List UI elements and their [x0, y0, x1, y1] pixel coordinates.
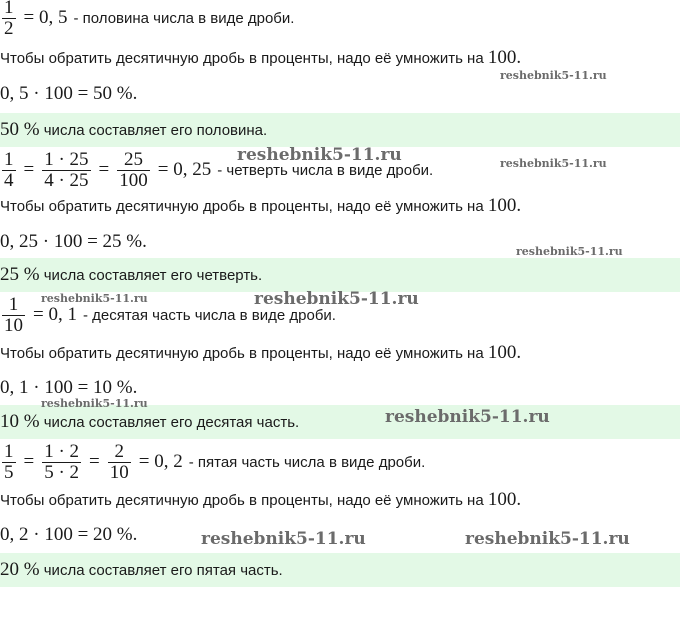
- fraction-description-3: - десятая часть числа в виде дроби.: [82, 306, 336, 324]
- fraction-4: $\frac{1}{5}$: [4, 440, 14, 483]
- watermark: reshebnik5-11.ru: [41, 292, 148, 305]
- fraction-step-4b: $\frac{2}{10}$: [109, 440, 129, 483]
- conclusion-line-4: 20 % числа составляет его пятая часть.: [0, 559, 283, 580]
- fraction-description-2: - четверть числа в виде дроби.: [217, 161, 434, 179]
- fraction-description-1: - половина числа в виде дроби.: [73, 9, 295, 27]
- rule-line-2: Чтобы обратить десятичную дробь в проценты, надо её умножить на 100.: [0, 195, 522, 216]
- fraction-step-2a: $\frac{1 \cdot 25}{4 \cdot 25}$: [44, 148, 89, 191]
- fraction-line-1: [0, 0, 294, 40]
- fraction-line-2: $\frac{1}{4}$ = $\frac{1 \cdot 25}{4 \cdot 25}$ = $\frac{25}{100}$ = 0, 25 - четверть числа в виде дроби.: [4, 148, 434, 191]
- conclusion-line-1: 50 % числа составляет его половина.: [0, 119, 268, 140]
- decimal-result-3: = 0, 1: [33, 304, 77, 325]
- fraction-step-4a: $\frac{1 \cdot 2}{5 \cdot 2}$: [44, 440, 80, 483]
- decimal-result-4: = 0, 2: [138, 451, 183, 472]
- watermark: reshebnik5-11.ru: [254, 289, 419, 309]
- rule-line-4: Чтобы обратить десятичную дробь в проценты, надо её умножить на 100.: [0, 489, 522, 510]
- calc-line-4: 0, 2 · 100 = 20 %.: [0, 524, 138, 545]
- fraction-2: $\frac{1}{4}$: [4, 148, 14, 191]
- fraction-step-2b: $\frac{25}{100}$: [119, 148, 148, 191]
- fraction-description-4: - пятая часть числа в виде дроби.: [188, 453, 426, 471]
- watermark: reshebnik5-11.ru: [41, 397, 148, 410]
- watermark: reshebnik5-11.ru: [500, 157, 607, 170]
- watermark: reshebnik5-11.ru: [465, 529, 630, 549]
- fraction-3: $\frac{1}{10}$: [4, 293, 23, 336]
- watermark: reshebnik5-11.ru: [500, 69, 607, 82]
- rule-line-1: Чтобы обратить десятичную дробь в проценты, надо её умножить на 100.: [0, 47, 522, 68]
- watermark: reshebnik5-11.ru: [385, 407, 550, 427]
- calc-line-1: 0, 5 · 100 = 50 %.: [0, 83, 138, 104]
- calc-line-2: 0, 25 · 100 = 25 %.: [0, 231, 147, 252]
- fraction-line-4: $\frac{1}{5}$ = $\frac{1 \cdot 2}{5 \cdot 2}$ = $\frac{2}{10}$ = 0, 2 - пятая часть числа в виде дроби.: [4, 440, 426, 483]
- conclusion-line-2: 25 % числа составляет его четверть.: [0, 264, 263, 285]
- watermark: reshebnik5-11.ru: [201, 529, 366, 549]
- decimal-result-1: = 0, 5: [23, 7, 68, 28]
- fraction-1: $\frac{1}{2}$: [4, 0, 14, 39]
- rule-line-3: Чтобы обратить десятичную дробь в проценты, надо её умножить на 100.: [0, 342, 522, 363]
- calc-line-3: 0, 1 · 100 = 10 %.: [0, 377, 138, 398]
- decimal-result-2: = 0, 25: [157, 159, 212, 180]
- watermark: reshebnik5-11.ru: [237, 145, 402, 165]
- watermark: reshebnik5-11.ru: [516, 245, 623, 258]
- conclusion-line-3: 10 % числа составляет его десятая часть.: [0, 411, 300, 432]
